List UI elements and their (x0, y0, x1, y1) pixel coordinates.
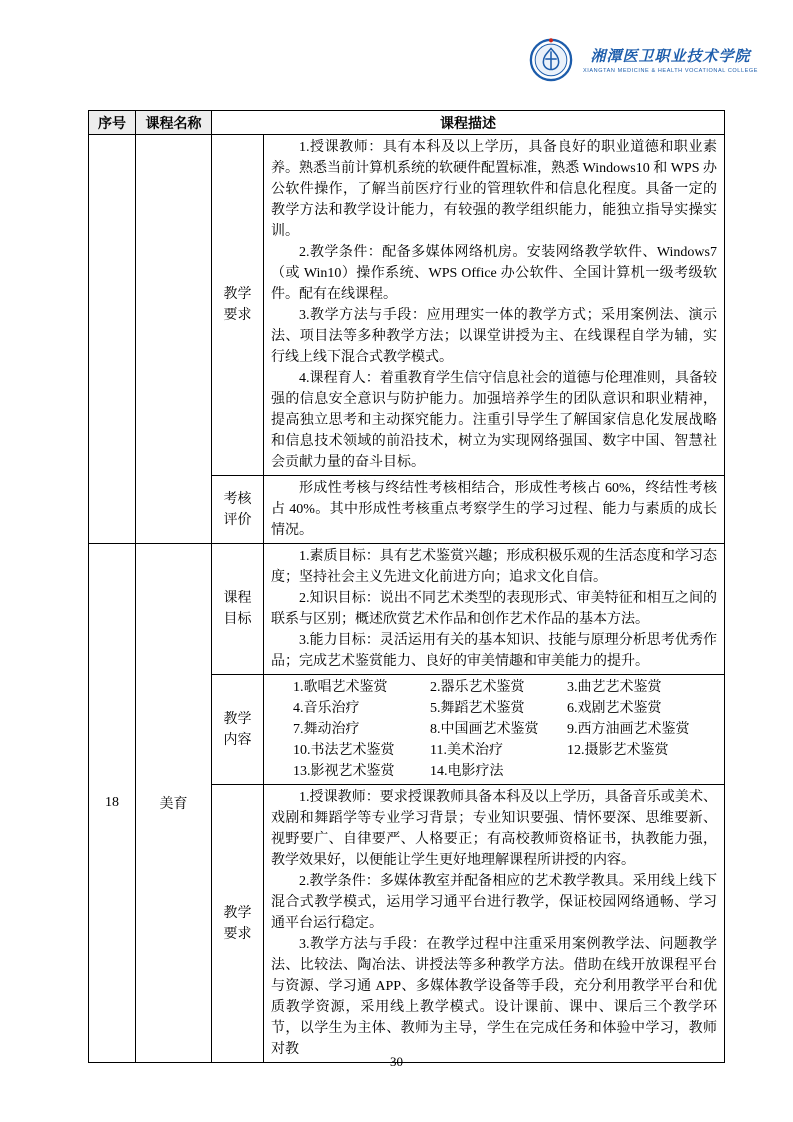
section-content-teaching-content (264, 675, 725, 785)
content-item: 1.歌唱艺术鉴赏 (293, 680, 388, 695)
content-item: 9.西方油画艺术鉴赏 (567, 722, 690, 737)
paragraph: 3.教学方法与手段：应用理实一体的教学方式；采用案例法、演示法、项目法等多种教学方法；以课堂讲授为主、在线课程自学为辅，实行线上线下混合式教学模式。 (271, 308, 717, 365)
paragraph: 2.知识目标：说出不同艺术类型的表现形式、审美特征和相互之间的联系与区别；概述欣赏艺术作品和创作艺术作品的基本方法。 (271, 591, 717, 627)
page-number: 30 (390, 1054, 403, 1069)
col-header-description: 课程描述 (212, 111, 725, 135)
col-header-course-name: 课程名称 (136, 111, 212, 135)
paragraph: 3.教学方法与手段：在教学过程中注重采用案例教学法、问题教学法、比较法、陶冶法、讲授法等多种教学方法。借助在线开放课程平台与资源、学习通 APP、多媒体教学设备等手段，充分利用教学平台和优质教学资源，采用线上教学模式。设计课前、课中、课后三个教学环节，以学生为主体、教师为主导，学生在完成任务和体验中学习，教师对教 (271, 937, 717, 1057)
paragraph: 形成性考核与终结性考核相结合，形成性考核占 60%，终结性考核占 40%。其中形成性考核重点考察学生的学习过程、能力与素质的成长情况。 (271, 481, 717, 538)
content-item: 12.摄影艺术鉴赏 (567, 743, 669, 758)
col-header-serial: 序号 (89, 111, 136, 135)
paragraph: 2.教学条件：配备多媒体网络机房。安装网络教学软件、Windows7（或 Win10）操作系统、WPS Office 办公软件、全国计算机一级考级软件。配有在线课程。 (271, 245, 717, 302)
content-item: 10.书法艺术鉴赏 (293, 743, 395, 758)
content-item: 5.舞蹈艺术鉴赏 (430, 701, 525, 716)
paragraph: 1.素质目标：具有艺术鉴赏兴趣；形成积极乐观的生活态度和学习态度；坚持社会主义先进文化前进方向；追求文化自信。 (271, 549, 717, 585)
paragraph: 2.教学条件：多媒体教室并配备相应的艺术教学教具。采用线上线下混合式教学模式，运用学习通平台进行教学，保证校园网络通畅、学习通平台运行稳定。 (271, 874, 717, 931)
content-item: 6.戏剧艺术鉴赏 (567, 701, 662, 716)
content-item: 14.电影疗法 (430, 764, 504, 779)
section-content-teaching-requirements (264, 135, 725, 476)
course-name-cell (136, 135, 212, 544)
course-table (88, 110, 725, 1063)
college-name-en: XIANGTAN MEDICINE & HEALTH VOCATIONAL COLLEGE (583, 67, 759, 74)
paragraph: 1.授课教师：要求授课教师具备本科及以上学历，具备音乐或美术、戏剧和舞蹈学等专业学习背景；专业知识要强、情怀要深、思维要新、视野要广、自律要严、人格要正；有高校教师资格证书，执教能力强，教学效果好，以便能让学生更好地理解课程所讲授的内容。 (271, 790, 717, 868)
content-item: 13.影视艺术鉴赏 (293, 764, 395, 779)
section-label-teaching-requirements-2: 教学要求 (212, 785, 264, 1063)
table-row (89, 135, 725, 476)
section-content-course-objectives (264, 544, 725, 675)
content-item: 2.器乐艺术鉴赏 (430, 680, 525, 695)
content-item: 11.美术治疗 (430, 743, 503, 758)
teaching-content-grid (271, 677, 717, 782)
section-label-course-objectives: 课程目标 (212, 544, 264, 675)
content-item: 8.中国画艺术鉴赏 (430, 722, 539, 737)
paragraph: 4.课程育人：着重教育学生信守信息社会的道德与伦理准则，具备较强的信息安全意识与防护能力。加强培养学生的团队意识和职业精神，提高独立思考和主动探究能力。注重引导学生了解国家信息化发展战略和信息技术领域的前沿技术，树立为实现网络强国、数字中国、智慧社会贡献力量的奋斗目标。 (271, 371, 717, 470)
content-item: 7.舞动治疗 (293, 722, 360, 737)
section-content-teaching-requirements-2 (264, 785, 725, 1063)
serial-cell (89, 135, 136, 544)
course-name-cell: 美育 (136, 544, 212, 1063)
content-item: 3.曲艺艺术鉴赏 (567, 680, 662, 695)
serial-cell: 18 (89, 544, 136, 1063)
section-label-teaching-content: 教学内容 (212, 675, 264, 785)
table-header-row (89, 111, 725, 135)
section-label-teaching-requirements: 教学要求 (212, 135, 264, 476)
college-logo (528, 36, 758, 82)
section-content-assessment (264, 476, 725, 544)
content-item: 4.音乐治疗 (293, 701, 360, 716)
college-emblem-icon (528, 36, 574, 82)
college-name: 湘潭医卫职业技术学院 (590, 48, 751, 65)
table-row (89, 544, 725, 675)
paragraph: 3.能力目标：灵活运用有关的基本知识、技能与原理分析思考优秀作品；完成艺术鉴赏能力、良好的审美情趣和审美能力的提升。 (271, 633, 717, 669)
section-label-assessment: 考核评价 (212, 476, 264, 544)
paragraph: 1.授课教师：具有本科及以上学历，具备良好的职业道德和职业素养。熟悉当前计算机系统的软硬件配置标准，熟悉 Windows10 和 WPS 办公软件操作，了解当前医疗行业的管理软件和信息化程度。具备一定的教学方法和教学设计能力，有较强的教学组织能力，能独立指导实操实训。 (271, 140, 717, 239)
college-name-block (583, 45, 758, 74)
